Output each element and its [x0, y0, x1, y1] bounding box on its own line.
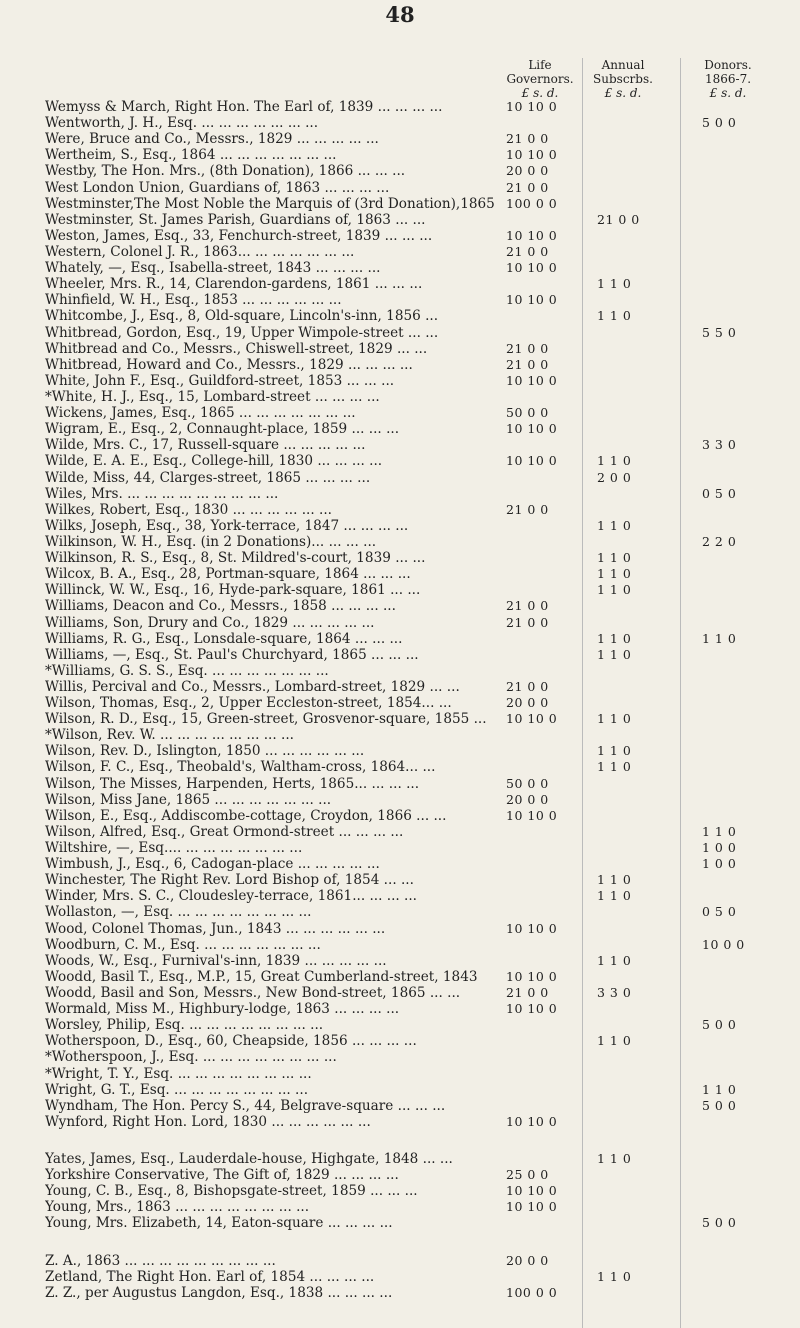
life-governor-amount: 100 0 0 — [506, 195, 558, 211]
list-item — [0, 453, 800, 469]
column-header-donors — [688, 58, 768, 100]
subscriber-name: Wimbush, J., Esq., 6, Cadogan-place ... ... ... ... ... — [45, 856, 380, 873]
subscriber-name: Wemyss & March, Right Hon. The Earl of, 1839 ... ... ... ... — [45, 99, 443, 115]
annual-subscription-amount: 1 1 0 — [597, 759, 632, 775]
subscriber-name: Wilde, Miss, 44, Clarges-street, 1865 ... ... ... ... — [45, 469, 371, 486]
group-spacer — [0, 1130, 800, 1151]
subscriber-name: *White, H. J., Esq., 15, Lombard-street ... ... ... ... — [45, 388, 380, 405]
subscriber-name: Wilson, F. C., Esq., Theobald's, Waltham-cross, 1864... ... — [45, 759, 436, 776]
subscriber-name: Wilde, E. A. E., Esq., College-hill, 1830 ... ... ... ... — [45, 453, 383, 470]
subscriber-name: Young, Mrs. Elizabeth, 14, Eaton-square ... ... ... ... — [45, 1215, 393, 1232]
subscriber-name: Wentworth, J. H., Esq. ... ... ... ... ... ... ... — [45, 115, 319, 132]
annual-subscription-amount: 1 1 0 — [597, 646, 632, 662]
list-item — [0, 1253, 800, 1269]
donation-amount: 3 3 0 — [702, 437, 737, 453]
subscriber-name: Western, Colonel J. R., 1863... ... ... ... ... ... ... — [45, 243, 355, 260]
life-governor-amount: 21 0 0 — [506, 501, 549, 517]
list-item — [0, 1285, 800, 1301]
life-governor-amount: 10 10 0 — [506, 372, 558, 388]
list-item — [0, 776, 800, 792]
list-item — [0, 115, 800, 131]
subscriber-name: Woodd, Basil and Son, Messrs., New Bond-street, 1865 ... ... — [45, 985, 461, 1002]
subscriber-name: Wilkes, Robert, Esq., 1830 ... ... ... ... ... ... — [45, 501, 332, 518]
subscriber-name: *Wright, T. Y., Esq. ... ... ... ... ... ... ... ... — [45, 1065, 312, 1082]
annual-subscription-amount: 1 1 0 — [597, 711, 632, 727]
annual-subscription-amount: 1 1 0 — [597, 743, 632, 759]
column-unit: £ s. d. — [604, 86, 642, 100]
group-spacer — [0, 1232, 800, 1253]
list-item — [0, 856, 800, 872]
subscriber-name: Woods, W., Esq., Furnival's-inn, 1839 ... ... ... ... ... — [45, 952, 387, 969]
donation-amount: 1 1 0 — [702, 630, 737, 646]
list-item — [0, 308, 800, 324]
list-item — [0, 131, 800, 147]
annual-subscription-amount: 3 3 0 — [597, 985, 632, 1001]
life-governor-amount: 10 10 0 — [506, 920, 558, 936]
list-item — [0, 792, 800, 808]
subscriber-name: Wilson, R. D., Esq., 15, Green-street, Grosvenor-square, 1855 ... — [45, 711, 487, 728]
subscriber-name: Weston, James, Esq., 33, Fenchurch-street, 1839 ... ... ... — [45, 227, 433, 244]
list-item — [0, 808, 800, 824]
list-item — [0, 437, 800, 453]
life-governor-amount: 20 0 0 — [506, 695, 549, 711]
life-governor-amount: 21 0 0 — [506, 985, 549, 1001]
donation-amount: 2 2 0 — [702, 533, 737, 549]
list-item — [0, 228, 800, 244]
life-governor-amount: 10 10 0 — [506, 260, 558, 276]
list-item — [0, 1215, 800, 1231]
annual-subscription-amount: 1 1 0 — [597, 872, 632, 888]
subscriber-name: Williams, Deacon and Co., Messrs., 1858 ... ... ... ... — [45, 598, 396, 615]
list-item — [0, 405, 800, 421]
list-item — [0, 759, 800, 775]
subscriber-name: Wilson, Miss Jane, 1865 ... ... ... ... ... ... ... — [45, 791, 332, 808]
list-item — [0, 937, 800, 953]
list-item — [0, 1269, 800, 1285]
subscriber-name: Wilks, Joseph, Esq., 38, York-terrace, 1847 ... ... ... ... — [45, 517, 409, 534]
subscriber-name: Wigram, E., Esq., 2, Connaught-place, 1859 ... ... ... — [45, 421, 400, 438]
list-item — [0, 357, 800, 373]
list-item — [0, 615, 800, 631]
donation-amount: 5 5 0 — [702, 324, 737, 340]
subscriber-name: Wertheim, S., Esq., 1864 ... ... ... ... ... ... ... — [45, 147, 337, 164]
list-item — [0, 518, 800, 534]
annual-subscription-amount: 1 1 0 — [597, 276, 632, 292]
list-item — [0, 1183, 800, 1199]
subscriber-name: Wollaston, —, Esq. ... ... ... ... ... ... ... ... — [45, 904, 312, 921]
list-item — [0, 647, 800, 663]
list-item — [0, 212, 800, 228]
list-item — [0, 1049, 800, 1065]
list-item — [0, 1098, 800, 1114]
subscriber-name: Yates, James, Esq., Lauderdale-house, Highgate, 1848 ... ... — [45, 1151, 453, 1167]
life-governor-amount: 21 0 0 — [506, 678, 549, 694]
subscriber-name: Z. Z., per Augustus Langdon, Esq., 1838 ... ... ... ... — [45, 1284, 393, 1301]
list-item — [0, 743, 800, 759]
annual-subscription-amount: 1 1 0 — [597, 1151, 632, 1166]
column-title: Annual — [601, 58, 645, 72]
subscriber-name: Wilson, E., Esq., Addiscombe-cottage, Croydon, 1866 ... ... — [45, 807, 447, 824]
subscriber-name: Westminster,The Most Noble the Marquis of (3rd Donation),1865 — [45, 195, 495, 212]
column-subtitle: Governors. — [506, 72, 574, 86]
subscriber-name: West London Union, Guardians of, 1863 ... ... ... ... — [45, 179, 390, 196]
list-item — [0, 196, 800, 212]
life-governor-amount: 21 0 0 — [506, 243, 549, 259]
subscriber-name: Westby, The Hon. Mrs., (8th Donation), 1866 ... ... ... — [45, 163, 406, 180]
life-governor-amount: 21 0 0 — [506, 131, 549, 147]
list-item — [0, 99, 800, 115]
subscriber-name: Wilkinson, R. S., Esq., 8, St. Mildred's-court, 1839 ... ... — [45, 550, 426, 567]
list-item — [0, 582, 800, 598]
annual-subscription-amount: 1 1 0 — [597, 888, 632, 904]
life-governor-amount: 20 0 0 — [506, 163, 549, 179]
subscriber-name: Wilcox, B. A., Esq., 28, Portman-square, 1864 ... ... ... — [45, 566, 411, 583]
page-number: 48 — [385, 2, 415, 27]
donation-amount: 1 0 0 — [702, 856, 737, 872]
subscriber-name: Yorkshire Conservative, The Gift of, 1829 ... ... ... ... — [45, 1167, 399, 1184]
subscriber-name: Were, Bruce and Co., Messrs., 1829 ... ... ... ... ... — [45, 131, 379, 148]
annual-subscription-amount: 2 0 0 — [597, 469, 632, 485]
list-item — [0, 502, 800, 518]
subscriber-name: Whinfield, W. H., Esq., 1853 ... ... ... ... ... ... — [45, 292, 342, 309]
subscriber-name: Wright, G. T., Esq. ... ... ... ... ... ... ... ... — [45, 1081, 309, 1098]
annual-subscription-amount: 1 1 0 — [597, 952, 632, 968]
list-item — [0, 663, 800, 679]
list-item — [0, 180, 800, 196]
list-item — [0, 1033, 800, 1049]
column-subtitle: Subscrbs. — [593, 72, 653, 86]
life-governor-amount: 10 10 0 — [506, 1113, 558, 1129]
list-item — [0, 550, 800, 566]
life-governor-amount: 10 10 0 — [506, 227, 558, 243]
list-item — [0, 888, 800, 904]
life-governor-amount: 25 0 0 — [506, 1167, 549, 1183]
life-governor-amount: 21 0 0 — [506, 179, 549, 195]
life-governor-amount: 20 0 0 — [506, 791, 549, 807]
subscriber-name: Wormald, Miss M., Highbury-lodge, 1863 ... ... ... ... — [45, 1001, 400, 1018]
subscriber-name: Young, C. B., Esq., 8, Bishopsgate-street, 1859 ... ... ... — [45, 1183, 418, 1200]
subscriber-name: Wilde, Mrs. C., 17, Russell-square ... ... ... ... ... — [45, 437, 366, 454]
donation-amount: 1 1 0 — [702, 1081, 737, 1097]
list-item — [0, 1151, 800, 1167]
subscriber-name: Williams, Son, Drury and Co., 1829 ... ... ... ... ... — [45, 614, 375, 631]
list-item — [0, 904, 800, 920]
list-item — [0, 276, 800, 292]
donation-amount: 5 0 0 — [702, 115, 737, 131]
annual-subscription-amount: 1 1 0 — [597, 566, 632, 582]
life-governor-amount: 50 0 0 — [506, 775, 549, 791]
list-item — [0, 1199, 800, 1215]
subscriber-name: Wickens, James, Esq., 1865 ... ... ... ... ... ... ... — [45, 405, 356, 422]
subscriber-name: *Williams, G. S. S., Esq. ... ... ... ... ... ... ... — [45, 662, 329, 679]
subscriber-name: Wilson, Rev. D., Islington, 1850 ... ... ... ... ... ... — [45, 743, 365, 760]
list-item — [0, 711, 800, 727]
column-subtitle: 1866-7. — [704, 72, 752, 86]
subscriber-name: Wotherspoon, D., Esq., 60, Cheapside, 1856 ... ... ... ... — [45, 1033, 417, 1050]
life-governor-amount: 10 10 0 — [506, 453, 558, 469]
subscriber-name: White, John F., Esq., Guildford-street, 1853 ... ... ... — [45, 372, 395, 389]
column-header-life-governors — [500, 58, 580, 100]
list-item — [0, 985, 800, 1001]
list-item — [0, 325, 800, 341]
donation-amount: 10 0 0 — [702, 936, 745, 952]
annual-subscription-amount: 21 0 0 — [597, 211, 640, 227]
list-item — [0, 373, 800, 389]
life-governor-amount: 50 0 0 — [506, 405, 549, 421]
list-item — [0, 727, 800, 743]
column-title: Donors. — [704, 58, 752, 72]
subscriber-name: Wiltshire, —, Esq.... ... ... ... ... ... ... ... — [45, 840, 303, 857]
list-item — [0, 147, 800, 163]
annual-subscription-amount: 1 1 0 — [597, 550, 632, 566]
list-item — [0, 840, 800, 856]
list-item — [0, 163, 800, 179]
donation-amount: 0 5 0 — [702, 904, 737, 920]
column-title: Life — [528, 58, 552, 72]
annual-subscription-amount: 1 1 0 — [597, 517, 632, 533]
life-governor-amount: 10 10 0 — [506, 968, 558, 984]
subscriber-name: Whitbread, Howard and Co., Messrs., 1829 ... ... ... ... — [45, 356, 413, 373]
list-item — [0, 921, 800, 937]
list-item — [0, 679, 800, 695]
list-item — [0, 953, 800, 969]
list-item — [0, 872, 800, 888]
life-governor-amount: 10 10 0 — [506, 1199, 558, 1215]
list-item — [0, 566, 800, 582]
list-item — [0, 695, 800, 711]
annual-subscription-amount: 1 1 0 — [597, 582, 632, 598]
list-item — [0, 1114, 800, 1130]
subscriber-name: Westminster, St. James Parish, Guardians of, 1863 ... ... — [45, 211, 426, 228]
list-item — [0, 631, 800, 647]
donation-amount: 1 1 0 — [702, 823, 737, 839]
list-item — [0, 389, 800, 405]
subscriber-name: Wilson, Thomas, Esq., 2, Upper Eccleston-street, 1854... ... — [45, 695, 452, 712]
list-item — [0, 341, 800, 357]
subscriber-name: Willis, Percival and Co., Messrs., Lombard-street, 1829 ... ... — [45, 678, 460, 695]
annual-subscription-amount: 1 1 0 — [597, 630, 632, 646]
list-item — [0, 470, 800, 486]
subscriber-name: Willinck, W. W., Esq., 16, Hyde-park-square, 1861 ... ... — [45, 582, 421, 599]
donation-amount: 5 0 0 — [702, 1017, 737, 1033]
subscriber-name: Wyndham, The Hon. Percy S., 44, Belgrave-square ... ... ... — [45, 1097, 446, 1114]
subscriber-name: Williams, R. G., Esq., Lonsdale-square, 1864 ... ... ... — [45, 630, 403, 647]
subscriber-name: Winchester, The Right Rev. Lord Bishop of, 1854 ... ... — [45, 872, 414, 889]
annual-subscription-amount: 1 1 0 — [597, 308, 632, 324]
life-governor-amount: 10 10 0 — [506, 1001, 558, 1017]
subscriber-name: *Wotherspoon, J., Esq. ... ... ... ... ... ... ... ... — [45, 1049, 337, 1066]
list-item — [0, 969, 800, 985]
subscriber-name: Zetland, The Right Hon. Earl of, 1854 ... ... ... ... — [45, 1268, 375, 1285]
subscriber-name: Wilkinson, W. H., Esq. (in 2 Donations)... ... ... ... — [45, 533, 377, 550]
subscriber-name: Williams, —, Esq., St. Paul's Churchyard, 1865 ... ... ... — [45, 646, 419, 663]
subscriber-name: Wiles, Mrs. ... ... ... ... ... ... ... ... ... — [45, 485, 279, 502]
life-governor-amount: 10 10 0 — [506, 807, 558, 823]
subscriber-name: Z. A., 1863 ... ... ... ... ... ... ... ... ... — [45, 1252, 276, 1269]
life-governor-amount: 10 10 0 — [506, 147, 558, 163]
list-item — [0, 260, 800, 276]
list-item — [0, 824, 800, 840]
subscriber-name: Wynford, Right Hon. Lord, 1830 ... ... ... ... ... ... — [45, 1113, 371, 1130]
life-governor-amount: 21 0 0 — [506, 356, 549, 372]
life-governor-amount: 10 10 0 — [506, 1183, 558, 1199]
donation-amount: 5 0 0 — [702, 1097, 737, 1113]
donation-amount: 0 5 0 — [702, 485, 737, 501]
subscriber-name: Worsley, Philip, Esq. ... ... ... ... ... ... ... ... — [45, 1017, 324, 1034]
life-governor-amount: 10 10 0 — [506, 292, 558, 308]
subscriber-name: Wheeler, Mrs. R., 14, Clarendon-gardens, 1861 ... ... ... — [45, 276, 423, 293]
column-header-annual-subscribers — [583, 58, 663, 100]
list-item — [0, 421, 800, 437]
life-governor-amount: 21 0 0 — [506, 340, 549, 356]
annual-subscription-amount: 1 1 0 — [597, 1268, 632, 1284]
life-governor-amount: 10 10 0 — [506, 99, 558, 114]
list-item — [0, 486, 800, 502]
life-governor-amount: 100 0 0 — [506, 1284, 558, 1300]
column-unit: £ s. d. — [521, 86, 559, 100]
subscriber-list — [0, 99, 800, 1301]
list-item — [0, 1082, 800, 1098]
subscriber-name: Wood, Colonel Thomas, Jun., 1843 ... ... ... ... ... ... — [45, 920, 386, 937]
annual-subscription-amount: 1 1 0 — [597, 453, 632, 469]
subscriber-name: Winder, Mrs. S. C., Cloudesley-terrace, 1861... ... ... ... — [45, 888, 418, 905]
subscriber-name: Wilson, The Misses, Harpenden, Herts, 1865... ... ... ... — [45, 775, 420, 792]
annual-subscription-amount: 1 1 0 — [597, 1033, 632, 1049]
list-item — [0, 292, 800, 308]
life-governor-amount: 10 10 0 — [506, 711, 558, 727]
list-item — [0, 1066, 800, 1082]
subscriber-name: Whately, —, Esq., Isabella-street, 1843 ... ... ... ... — [45, 260, 381, 277]
life-governor-amount: 10 10 0 — [506, 421, 558, 437]
subscriber-name: Woodburn, C. M., Esq. ... ... ... ... ... ... ... — [45, 936, 321, 953]
subscriber-name: Whitbread and Co., Messrs., Chiswell-street, 1829 ... ... — [45, 340, 428, 357]
life-governor-amount: 21 0 0 — [506, 598, 549, 614]
subscriber-name: Whitcombe, J., Esq., 8, Old-square, Lincoln's-inn, 1856 ... — [45, 308, 439, 325]
subscriber-name: Young, Mrs., 1863 ... ... ... ... ... ... ... ... — [45, 1199, 310, 1216]
life-governor-amount: 21 0 0 — [506, 614, 549, 630]
subscriber-name: Whitbread, Gordon, Esq., 19, Upper Wimpole-street ... ... — [45, 324, 439, 341]
subscriber-name: *Wilson, Rev. W. ... ... ... ... ... ... ... ... — [45, 727, 294, 744]
list-item — [0, 1017, 800, 1033]
donation-amount: 1 0 0 — [702, 840, 737, 856]
list-item — [0, 1167, 800, 1183]
list-item — [0, 244, 800, 260]
list-item — [0, 534, 800, 550]
column-unit: £ s. d. — [709, 86, 747, 100]
list-item — [0, 1001, 800, 1017]
subscriber-name: Wilson, Alfred, Esq., Great Ormond-street ... ... ... ... — [45, 823, 404, 840]
subscriber-name: Woodd, Basil T., Esq., M.P., 15, Great Cumberland-street, 1843 — [45, 968, 478, 985]
life-governor-amount: 20 0 0 — [506, 1252, 549, 1268]
list-item — [0, 598, 800, 614]
donation-amount: 5 0 0 — [702, 1215, 737, 1231]
